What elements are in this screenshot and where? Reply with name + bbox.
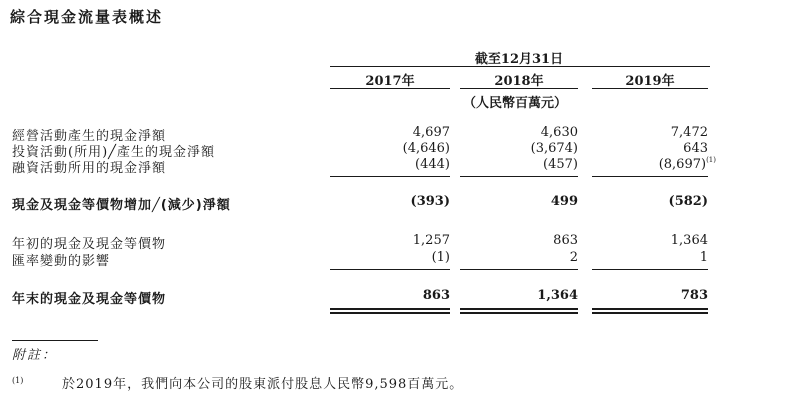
- page-title: 綜合現金流量表概述: [10, 8, 164, 26]
- cell-net-change-2018: 499: [550, 194, 578, 209]
- subtotal-rule-2017: [330, 176, 450, 177]
- header-rule: [330, 66, 710, 67]
- cell-operating-2019: 7,472: [670, 125, 708, 140]
- cell-ending-2017: 863: [422, 288, 450, 303]
- row-label-ending: 年末的現金及現金等價物: [12, 292, 167, 307]
- note-text-1: 於2019年，我們向本公司的股東派付股息人民幣9,598百萬元。: [62, 377, 464, 392]
- period-header: 截至12月31日: [474, 52, 564, 67]
- subtotal-rule-2018: [460, 176, 578, 177]
- cell-fx-effect-2019: 1: [699, 250, 708, 265]
- row-label-operating: 經營活動產生的現金淨額: [12, 129, 167, 144]
- unit-header: （人民幣百萬元）: [462, 96, 567, 111]
- notes-heading: 附註：: [12, 348, 58, 363]
- total-rule-2017: [330, 269, 450, 270]
- row-label-fx-effect: 匯率變動的影響: [12, 254, 111, 269]
- cell-financing-2017: (444): [415, 157, 450, 172]
- year-rule-2018: [460, 88, 578, 89]
- cell-beginning-2018: 863: [553, 233, 578, 248]
- cell-fx-effect-2018: 2: [569, 250, 578, 265]
- year-header-2017: 2017年: [365, 74, 415, 89]
- notes-rule: [12, 340, 98, 341]
- cell-investing-2017: (4,646): [402, 141, 450, 156]
- subtotal-rule-2019: [592, 176, 708, 177]
- cell-operating-2017: 4,697: [412, 125, 450, 140]
- double-rule-top-2017: [330, 308, 450, 310]
- cell-financing-2019: [592, 157, 716, 172]
- row-label-investing: 投資活動(所用)╱產生的現金淨額: [12, 145, 215, 160]
- row-label-beginning: 年初的現金及現金等價物: [12, 237, 167, 252]
- cell-beginning-2019: 1,364: [670, 233, 708, 248]
- cell-financing-2019-value: (8,697): [658, 157, 707, 172]
- cell-investing-2019: 643: [683, 141, 708, 156]
- cell-operating-2018: 4,630: [540, 125, 578, 140]
- cell-beginning-2017: 1,257: [412, 233, 450, 248]
- double-rule-bottom-2019: [592, 312, 708, 314]
- row-label-financing: 融資活動所用的現金淨額: [12, 161, 167, 176]
- double-rule-top-2018: [460, 308, 578, 310]
- row-label-net-change: 現金及現金等價物增加╱(減少)淨額: [12, 198, 231, 213]
- year-header-2018: 2018年: [494, 74, 544, 89]
- footnote-ref-1: (1): [706, 156, 716, 164]
- year-rule-2019: [592, 88, 708, 89]
- cell-ending-2018: 1,364: [537, 288, 578, 303]
- cell-net-change-2019: (582): [668, 194, 708, 209]
- cell-financing-2018: (457): [543, 157, 578, 172]
- cell-investing-2018: (3,674): [530, 141, 578, 156]
- year-rule-2017: [330, 88, 450, 89]
- total-rule-2019: [592, 269, 708, 270]
- double-rule-bottom-2018: [460, 312, 578, 314]
- double-rule-bottom-2017: [330, 312, 450, 314]
- note-marker-1: (1): [12, 376, 24, 385]
- cell-ending-2019: 783: [680, 288, 708, 303]
- double-rule-top-2019: [592, 308, 708, 310]
- total-rule-2018: [460, 269, 578, 270]
- year-header-2019: 2019年: [625, 74, 675, 89]
- cell-net-change-2017: (393): [410, 194, 450, 209]
- cell-fx-effect-2017: (1): [431, 250, 450, 265]
